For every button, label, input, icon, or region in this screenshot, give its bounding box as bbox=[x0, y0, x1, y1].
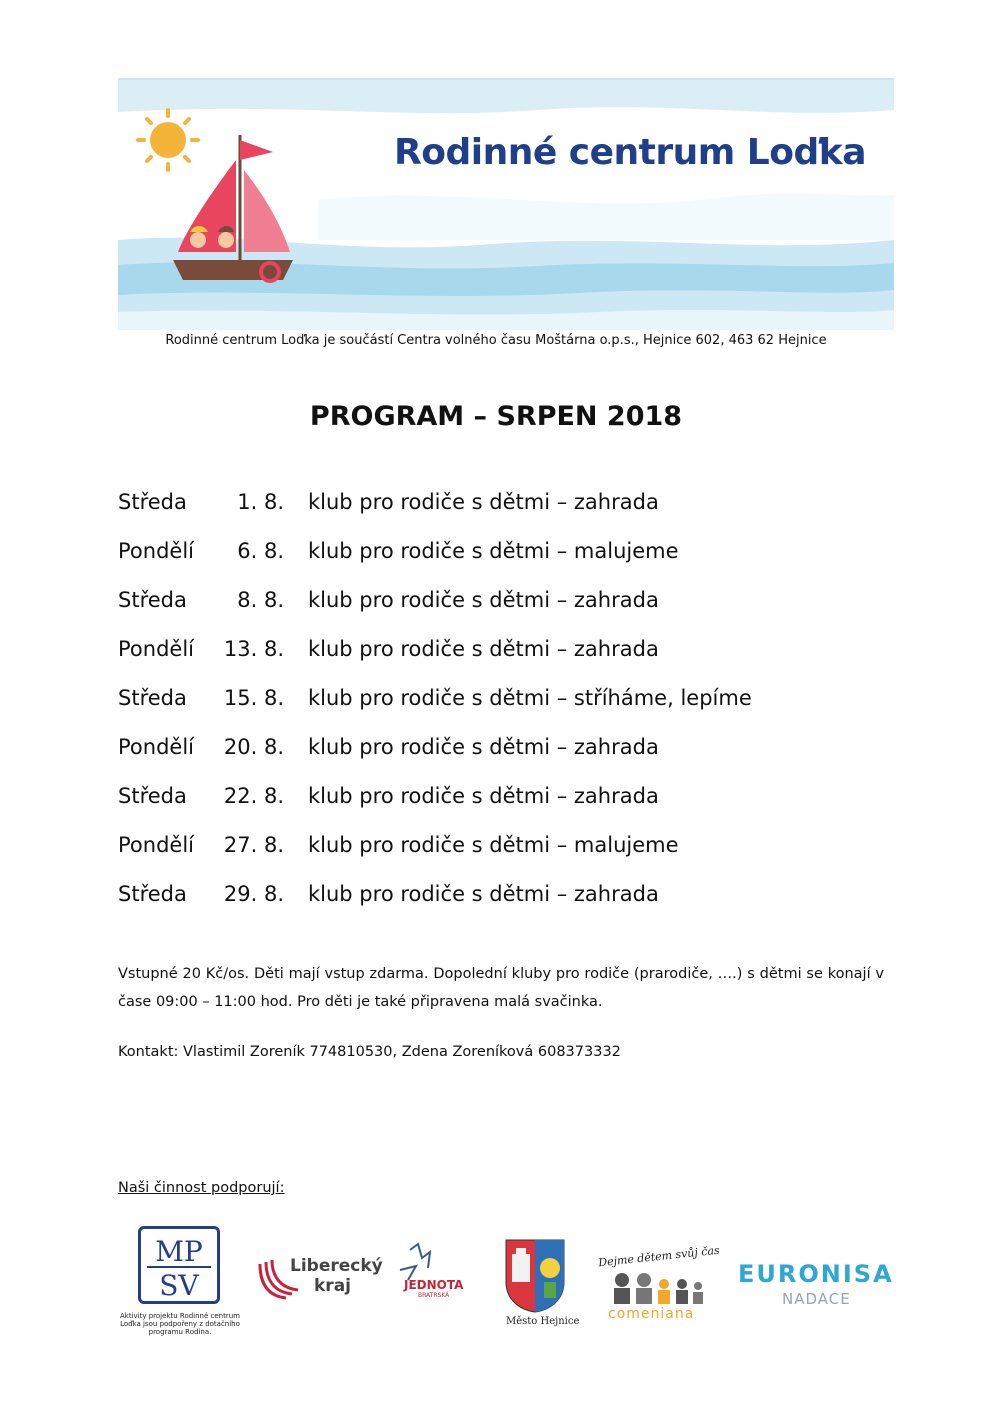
schedule-row bbox=[118, 882, 878, 931]
banner-illustration bbox=[118, 80, 894, 330]
header-banner bbox=[118, 78, 894, 330]
banner-title: Rodinné centrum Loďka bbox=[394, 132, 866, 173]
comeniana-people-icon bbox=[608, 1270, 708, 1311]
jednota-label: JEDNOTA bbox=[404, 1278, 464, 1292]
schedule-description: klub pro rodiče s dětmi – zahrada bbox=[308, 490, 659, 514]
schedule-description: klub pro rodiče s dětmi – zahrada bbox=[308, 588, 659, 612]
euronisa-nadace-label: NADACE bbox=[782, 1290, 851, 1308]
schedule-date: 6. 8. bbox=[237, 539, 284, 563]
supporter-logos bbox=[118, 1220, 908, 1340]
schedule-row bbox=[118, 735, 878, 784]
hejnice-coat-of-arms-icon bbox=[504, 1238, 566, 1319]
schedule-row bbox=[118, 490, 878, 539]
liberecky-label: Liberecký bbox=[290, 1256, 383, 1276]
page-title: PROGRAM – SRPEN 2018 bbox=[309, 401, 683, 432]
schedule-description: klub pro rodiče s dětmi – zahrada bbox=[308, 784, 659, 808]
schedule-day: Pondělí bbox=[118, 735, 194, 759]
schedule-row bbox=[118, 588, 878, 637]
schedule-description: klub pro rodiče s dětmi – stříháme, lepíme bbox=[308, 686, 752, 710]
schedule-date: 29. 8. bbox=[223, 882, 284, 906]
schedule-day: Pondělí bbox=[118, 833, 194, 857]
schedule-day: Středa bbox=[118, 588, 187, 612]
schedule-date: 22. 8. bbox=[223, 784, 284, 808]
schedule-day: Středa bbox=[118, 882, 187, 906]
comeniana-slogan: Dejme dětem svůj čas bbox=[597, 1243, 721, 1270]
kraj-label: kraj bbox=[314, 1276, 351, 1296]
organization-line: Rodinné centrum Loďka je součástí Centra volného času Moštárna o.p.s., Hejnice 602, 463 62 Hejnice bbox=[165, 333, 827, 348]
schedule-description: klub pro rodiče s dětmi – zahrada bbox=[308, 882, 659, 906]
schedule-description: klub pro rodiče s dětmi – zahrada bbox=[308, 735, 659, 759]
schedule-day: Středa bbox=[118, 490, 187, 514]
schedule-date: 15. 8. bbox=[223, 686, 284, 710]
mpsv-logo bbox=[138, 1226, 220, 1304]
comeniana-label: comeniana bbox=[608, 1306, 695, 1322]
schedule-description: klub pro rodiče s dětmi – zahrada bbox=[308, 637, 659, 661]
svg-text:SV: SV bbox=[159, 1269, 199, 1301]
supporters-label: Naši činnost podporují: bbox=[118, 1180, 285, 1196]
schedule-date: 20. 8. bbox=[223, 735, 284, 759]
schedule-date: 8. 8. bbox=[237, 588, 284, 612]
schedule-description: klub pro rodiče s dětmi – malujeme bbox=[308, 833, 679, 857]
svg-text:MP: MP bbox=[155, 1235, 203, 1268]
schedule-day: Středa bbox=[118, 686, 187, 710]
admission-note: Vstupné 20 Kč/os. Děti mají vstup zdarma. Dopolední kluby pro rodiče (prarodiče, ….) s dětmi se konají v čase 09:00 – 11:00 hod. Pro děti je také připravena malá svačinka. bbox=[118, 966, 884, 1010]
schedule-row bbox=[118, 539, 878, 588]
schedule-row bbox=[118, 637, 878, 686]
mpsv-note: Aktivity projektu Rodinné centrum Loďka jsou podpořeny z dotačního programu Rodina. bbox=[120, 1312, 240, 1336]
schedule-date: 27. 8. bbox=[223, 833, 284, 857]
schedule-date: 13. 8. bbox=[223, 637, 284, 661]
schedule-row bbox=[118, 833, 878, 882]
schedule-day: Středa bbox=[118, 784, 187, 808]
program-schedule bbox=[118, 490, 878, 931]
hejnice-caption: Město Hejnice bbox=[506, 1316, 580, 1327]
schedule-row bbox=[118, 784, 878, 833]
schedule-row bbox=[118, 686, 878, 735]
sun-icon bbox=[138, 110, 198, 170]
schedule-description: klub pro rodiče s dětmi – malujeme bbox=[308, 539, 679, 563]
euronisa-label: EURONISA bbox=[738, 1260, 894, 1288]
jednota-sub-label: BRATRSKÁ bbox=[418, 1292, 450, 1299]
schedule-date: 1. 8. bbox=[237, 490, 284, 514]
contact-line: Kontakt: Vlastimil Zoreník 774810530, Zdena Zoreníková 608373332 bbox=[118, 1044, 621, 1060]
schedule-day: Pondělí bbox=[118, 637, 194, 661]
schedule-day: Pondělí bbox=[118, 539, 194, 563]
